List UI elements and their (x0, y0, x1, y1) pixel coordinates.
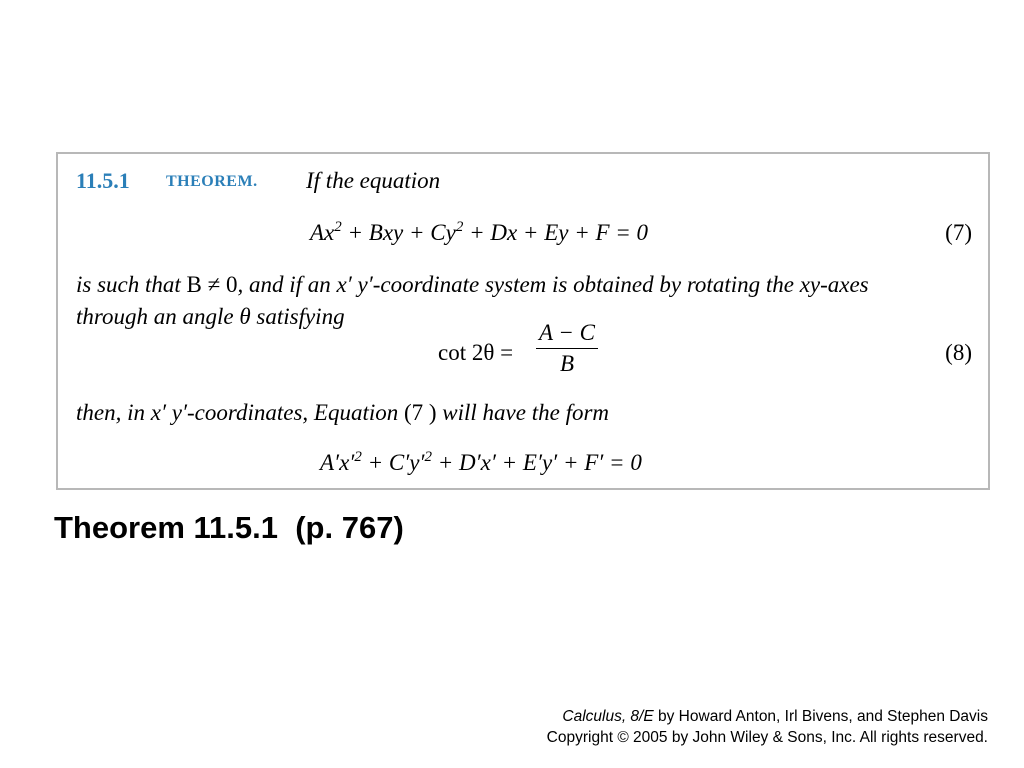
equation-7: $Ax^2$ + Bxy + $Cy^2 + Dx + Ey + F = 0$ (310, 219, 649, 245)
slide-title: Theorem 11.5.1 (p. 767) (54, 510, 404, 545)
equation-7-label: (7) (945, 220, 972, 245)
theorem-intro: If the equation (306, 168, 441, 193)
theorem-conclusion-line: then, in x′ y′-coordinates, Equation (7 ) will have the form (76, 400, 610, 425)
book-authors: by Howard Anton, Irl Bivens, and Stephen Davis (653, 708, 988, 725)
equation-8-lhs: cot 2θ = (438, 340, 514, 365)
fraction-denominator: B (559, 351, 575, 376)
book-title: Calculus, 8/E (562, 708, 654, 725)
theorem-angle-line: through an angle θ satisfying (76, 304, 345, 329)
theorem-box (56, 152, 990, 490)
theorem-condition-line: is such that B ≠ 0, and if an x′ y′-coordinate system is obtained by rotating the xy-axes (76, 272, 869, 297)
equation-final: $A'x'^2 + C'y'^2 + D'x' + E'y' + F' = 0$ (320, 449, 642, 475)
theorem-number: 11.5.1 (76, 168, 130, 193)
theorem-keyword: THEOREM. (166, 173, 258, 190)
equation-8-label: (8) (945, 340, 972, 365)
credits-book-line (547, 706, 988, 727)
fraction-numerator: A − C (536, 320, 598, 349)
equation-8-fraction (536, 320, 598, 377)
copyright-line: Copyright © 2005 by John Wiley & Sons, Inc. All rights reserved. (546, 729, 988, 746)
credits (547, 706, 988, 748)
